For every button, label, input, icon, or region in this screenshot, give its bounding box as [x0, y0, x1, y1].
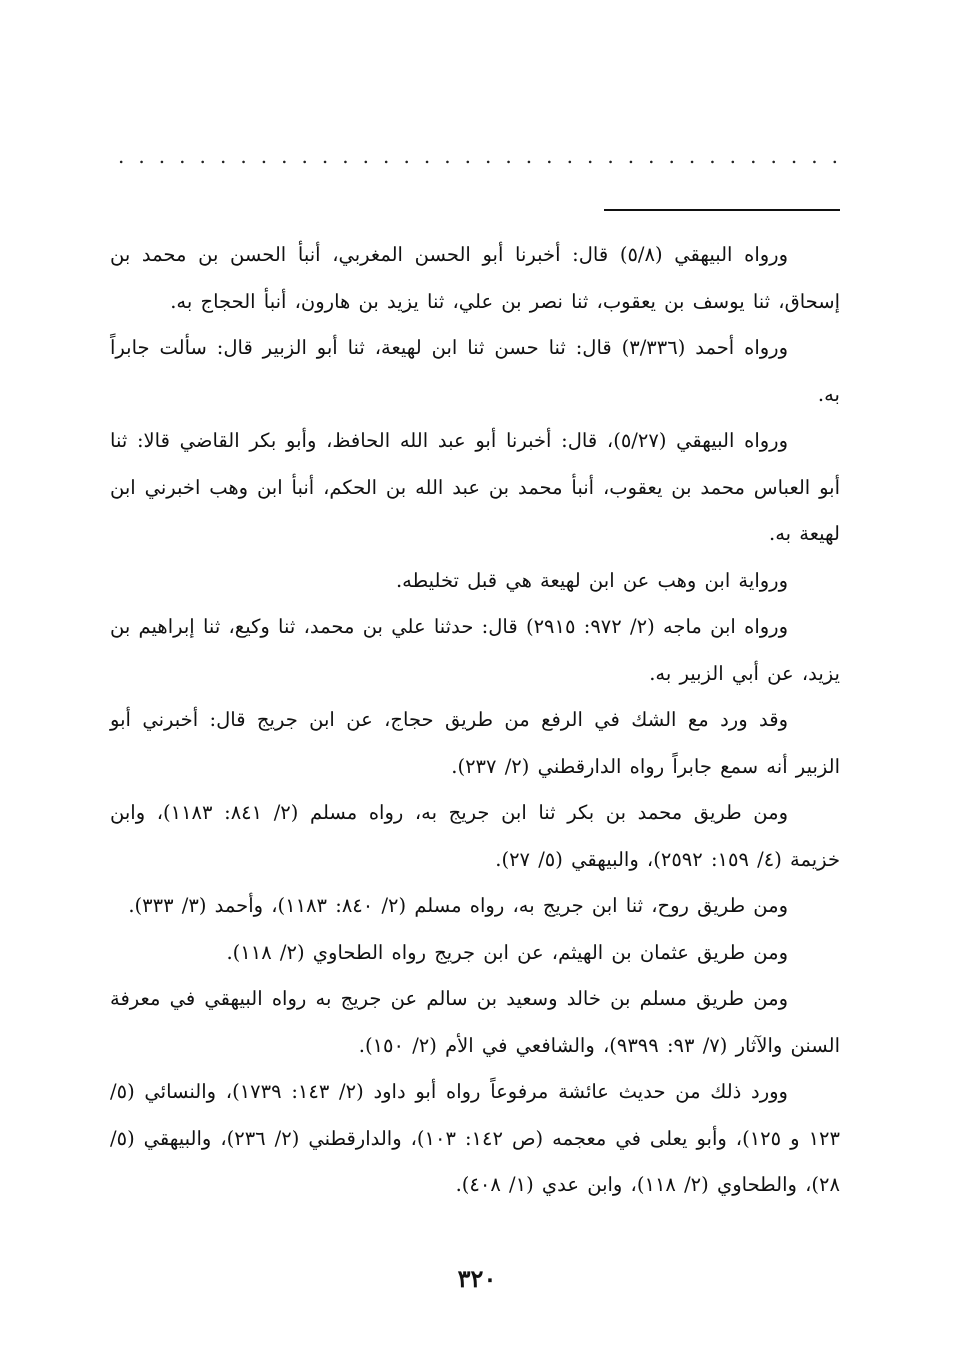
separator-dots: . . . . . . . . . . . . . . . . . . . . . . . . . . . . . . . . . . . .	[118, 144, 840, 168]
footnote-body	[110, 232, 840, 1209]
footnote-paragraph: ومن طريق محمد بن بكر ثنا ابن جريج به، رواه مسلم (٢/ ٨٤١: ١١٨٣)، وابن خزيمة (٤/ ١٥٩: ٢٥٩٢)، والبيهقي (٥/ ٢٧).	[110, 801, 840, 871]
footnote-paragraph: ورواه البيهقي (٥/٨) قال: أخبرنا أبو الحسن المغربي، أنبأ الحسن بن محمد بن إسحاق، ثنا يوسف بن يعقوب، ثنا نصر بن علي، ثنا يزيد بن هارون، أنبأ الحجاج به.	[110, 243, 840, 313]
footnote-paragraph: ورواه البيهقي (٥/٢٧)، قال: أخبرنا أبو عبد الله الحافظ، وأبو بكر القاضي قالا: ثنا أبو العباس محمد بن يعقوب، أنبأ محمد بن عبد الله بن الحكم، أنبأ ابن وهب اخبرني ابن لهيعة به.	[110, 429, 840, 545]
footnote-paragraph: ورواية ابن وهب عن ابن لهيعة هي قبل تخليطه.	[395, 568, 788, 592]
footnote-paragraph: وقد ورد مع الشك في الرفع من طريق حجاج، عن ابن جريج قال: أخبرني أبو الزبير أنه سمع جابراً رواه الدارقطني (٢/ ٢٣٧).	[110, 708, 840, 778]
page-number: ٣٢٠	[457, 1264, 497, 1293]
footnote-paragraph: ورواه ابن ماجه (٢/ ٩٧٢: ٢٩١٥) قال: حدثنا علي بن محمد، ثنا وكيع، ثنا إبراهيم بن يزيد، عن أبي الزبير به.	[110, 615, 840, 685]
footnote-paragraph: وورد ذلك من حديث عائشة مرفوعاً رواه أبو داود (٢/ ١٤٣: ١٧٣٩)، والنسائي (٥/ ١٢٣ و ١٢٥)، وأبو يعلى في معجمه (ص ١٤٢: ١٠٣)، والدارقطني (٢/ ٢٣٦)، والبيهقي (٥/ ٢٨)، والطحاوي (٢/ ١١٨)، وابن عدي (١/ ٤٠٨).	[110, 1080, 840, 1196]
footnote-paragraph: ومن طريق مسلم بن خالد وسعيد بن سالم عن جريج به رواه البيهقي في معرفة السنن والآثار (٧/ ٩٣: ٩٣٩٩)، والشافعي في الأم (٢/ ١٥٠).	[110, 987, 840, 1057]
footnote-paragraph: ومن طريق روح، ثنا ابن جريج به، رواه مسلم (٢/ ٨٤٠: ١١٨٣)، وأحمد (٣/ ٣٣٣).	[128, 894, 788, 917]
footnote-paragraph: ورواه أحمد (٣/٣٣٦) قال: ثنا حسن ثنا ابن لهيعة، ثنا أبو الزبير قال: سألت جابراً به.	[110, 336, 840, 406]
footnote-paragraph: ومن طريق عثمان بن الهيثم، عن ابن جريج رواه الطحاوي (٢/ ١١٨).	[226, 940, 788, 964]
footnote-rule	[604, 209, 840, 211]
